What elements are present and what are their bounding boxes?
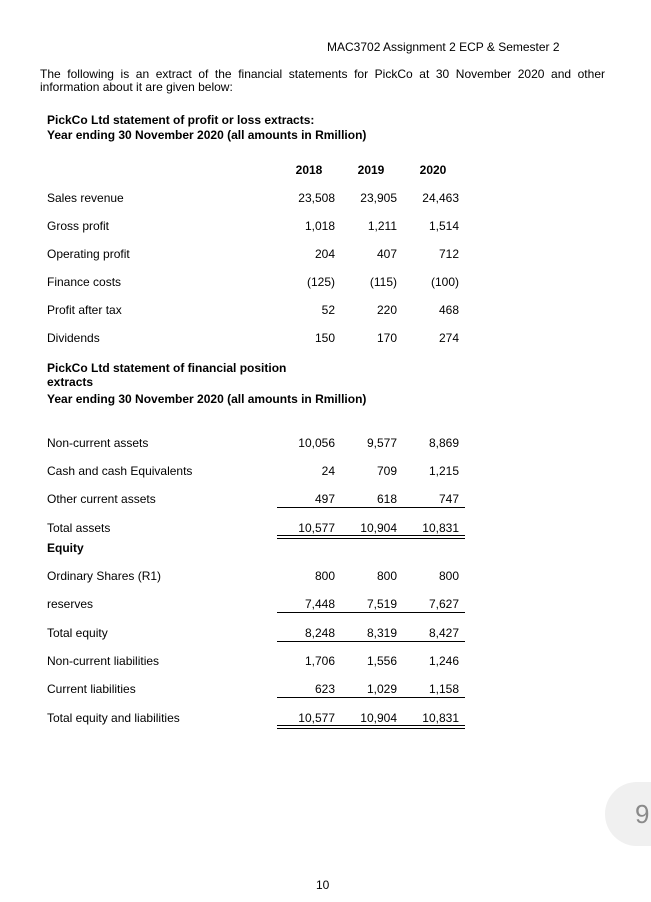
cell-2020: 468 bbox=[438, 303, 459, 317]
cell-2020: 24,463 bbox=[422, 191, 459, 205]
cell-2018: 8,248 bbox=[304, 626, 335, 640]
row-label: reserves bbox=[47, 597, 94, 611]
fp-title-cont: extracts bbox=[47, 375, 94, 389]
cell-2018: 7,448 bbox=[304, 597, 335, 611]
row-label: Non-current assets bbox=[47, 436, 149, 450]
cell-2020: 712 bbox=[438, 247, 459, 261]
row-label: Total equity and liabilities bbox=[47, 711, 180, 725]
cell-2019: 10,904 bbox=[360, 711, 397, 725]
cell-2020: 1,246 bbox=[428, 654, 459, 668]
row-label: Operating profit bbox=[47, 247, 130, 261]
cell-2020: 274 bbox=[438, 331, 459, 345]
year-header: 2020 bbox=[419, 163, 447, 177]
cell-2018: 23,508 bbox=[298, 191, 335, 205]
cell-2019: 220 bbox=[376, 303, 397, 317]
fp-subtitle: Year ending 30 November 2020 (all amounts in Rmillion) bbox=[47, 392, 367, 406]
cell-2020: 7,627 bbox=[428, 597, 459, 611]
intro-paragraph: The following is an extract of the financial statements for PickCo at 30 November 2020 and other information about it are given below: bbox=[40, 67, 605, 94]
cell-2019: 23,905 bbox=[360, 191, 397, 205]
cell-2018: 623 bbox=[314, 682, 335, 696]
page-number: 10 bbox=[316, 878, 330, 892]
row-label: Sales revenue bbox=[47, 191, 124, 205]
cell-2020: 10,831 bbox=[422, 521, 459, 535]
row-label: Non-current liabilities bbox=[47, 654, 160, 668]
cell-2019: 9,577 bbox=[366, 436, 397, 450]
pl-subtitle: Year ending 30 November 2020 (all amounts in Rmillion) bbox=[47, 128, 367, 142]
row-label: Ordinary Shares (R1) bbox=[47, 569, 162, 583]
cell-2019: 10,904 bbox=[360, 521, 397, 535]
cell-2019: 1,029 bbox=[366, 682, 397, 696]
cell-2020: 1,158 bbox=[428, 682, 459, 696]
fp-title: PickCo Ltd statement of financial position bbox=[47, 361, 287, 375]
total-double-rule bbox=[277, 535, 465, 539]
cell-2018: 24 bbox=[321, 464, 335, 478]
cell-2018: 10,577 bbox=[298, 711, 335, 725]
cell-2019: 407 bbox=[376, 247, 397, 261]
running-header: MAC3702 Assignment 2 ECP & Semester 2 bbox=[327, 40, 560, 54]
cell-2018: 10,056 bbox=[298, 436, 335, 450]
year-header: 2018 bbox=[295, 163, 323, 177]
cell-2020: (100) bbox=[430, 275, 459, 289]
cell-2019: 170 bbox=[376, 331, 397, 345]
cell-2020: 10,831 bbox=[422, 711, 459, 725]
cell-2018: (125) bbox=[306, 275, 335, 289]
row-label: Current liabilities bbox=[47, 682, 136, 696]
subtotal-rule bbox=[277, 697, 465, 698]
cell-2020: 8,869 bbox=[428, 436, 459, 450]
row-label: Gross profit bbox=[47, 219, 110, 233]
row-label: Other current assets bbox=[47, 492, 156, 506]
cell-2020: 1,514 bbox=[428, 219, 459, 233]
row-label: Total assets bbox=[47, 521, 111, 535]
cell-2020: 8,427 bbox=[428, 626, 459, 640]
subtotal-rule bbox=[277, 641, 465, 642]
subtotal-rule bbox=[277, 507, 465, 508]
year-header: 2019 bbox=[357, 163, 385, 177]
cell-2018: 10,577 bbox=[298, 521, 335, 535]
cell-2018: 1,706 bbox=[304, 654, 335, 668]
cell-2019: 7,519 bbox=[366, 597, 397, 611]
row-label: Cash and cash Equivalents bbox=[47, 464, 193, 478]
row-label: Profit after tax bbox=[47, 303, 122, 317]
equity-heading: Equity bbox=[47, 541, 84, 555]
subtotal-rule bbox=[277, 612, 465, 613]
cell-2019: (115) bbox=[369, 275, 397, 289]
row-label: Finance costs bbox=[47, 275, 122, 289]
row-label: Dividends bbox=[47, 331, 100, 345]
cell-2019: 8,319 bbox=[366, 626, 397, 640]
cell-2018: 800 bbox=[314, 569, 335, 583]
cell-2020: 800 bbox=[438, 569, 459, 583]
cell-2018: 497 bbox=[314, 492, 335, 506]
cell-2020: 1,215 bbox=[428, 464, 459, 478]
total-double-rule bbox=[277, 725, 465, 729]
cell-2018: 204 bbox=[314, 247, 335, 261]
cell-2019: 800 bbox=[376, 569, 397, 583]
cell-2020: 747 bbox=[438, 492, 459, 506]
cell-2019: 1,556 bbox=[366, 654, 397, 668]
row-label: Total equity bbox=[47, 626, 108, 640]
page-badge[interactable]: 9 bbox=[605, 782, 651, 846]
cell-2018: 52 bbox=[321, 303, 335, 317]
cell-2019: 1,211 bbox=[367, 219, 397, 233]
cell-2019: 709 bbox=[376, 464, 397, 478]
cell-2018: 1,018 bbox=[304, 219, 335, 233]
cell-2019: 618 bbox=[376, 492, 397, 506]
pl-title: PickCo Ltd statement of profit or loss extracts: bbox=[47, 113, 315, 127]
cell-2018: 150 bbox=[314, 331, 335, 345]
